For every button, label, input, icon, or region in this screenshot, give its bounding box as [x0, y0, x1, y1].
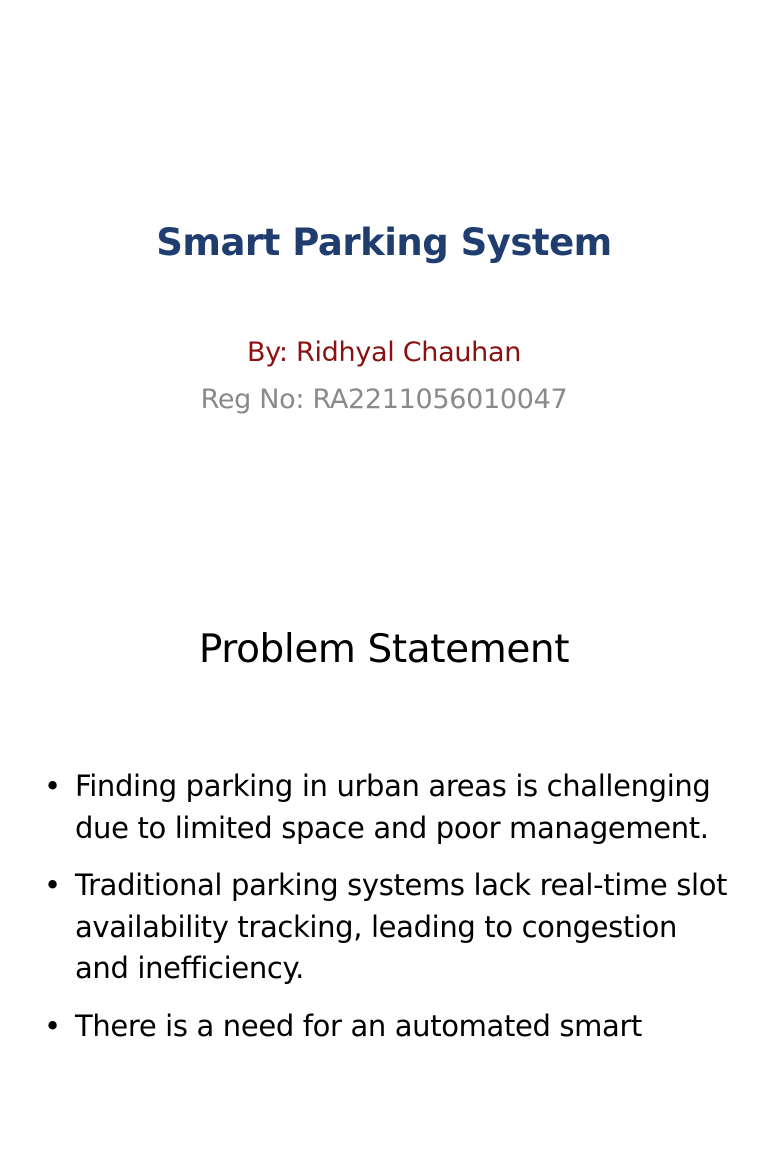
- bullet-item: [44, 766, 734, 849]
- bullet-dot-icon: •: [44, 868, 61, 902]
- problem-statement-heading: Problem Statement: [198, 627, 570, 672]
- bullet-text: Traditional parking systems lack real-time slot availability tracking, leading to congestion and inefficiency.: [75, 868, 728, 985]
- author-line: By: Ridhyal Chauhan: [246, 337, 522, 368]
- registration-number: Reg No: RA2211056010047: [200, 384, 568, 415]
- bullet-item: [44, 1006, 734, 1048]
- bullet-dot-icon: •: [44, 769, 61, 803]
- problem-bullet-list: [44, 766, 734, 1063]
- bullet-text: There is a need for an automated smart: [75, 1008, 643, 1043]
- slide-title: Smart Parking System: [156, 221, 612, 264]
- bullet-text: Finding parking in urban areas is challenging due to limited space and poor management.: [75, 769, 711, 845]
- problem-statement-slide: [0, 576, 768, 1152]
- bullet-item: [44, 865, 734, 990]
- bullet-dot-icon: •: [44, 1008, 61, 1043]
